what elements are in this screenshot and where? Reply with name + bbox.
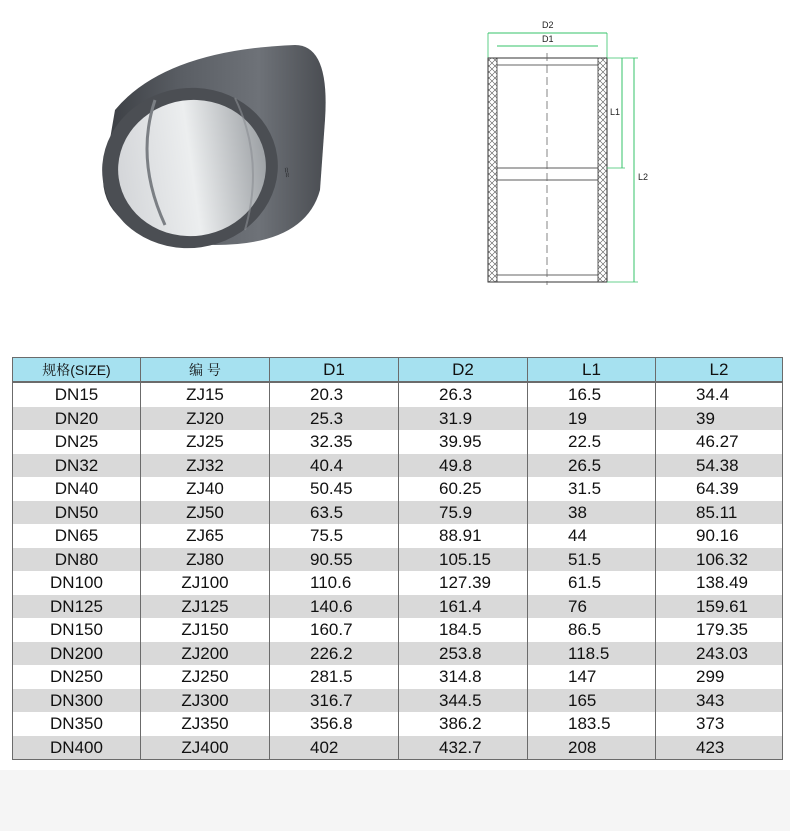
cell-size: DN125 <box>13 595 141 619</box>
cell-size: DN100 <box>13 571 141 595</box>
cell-l2: 85.11 <box>656 501 783 525</box>
cell-d2: 105.15 <box>399 548 528 572</box>
cell-d2: 344.5 <box>399 689 528 713</box>
cell-size: DN40 <box>13 477 141 501</box>
cell-l2: 423 <box>656 736 783 760</box>
table-row <box>13 548 783 572</box>
cell-d2: 253.8 <box>399 642 528 666</box>
cell-size: DN20 <box>13 407 141 431</box>
cell-size: DN50 <box>13 501 141 525</box>
header-size: 规格(SIZE) <box>13 358 141 383</box>
cell-d1: 50.45 <box>270 477 399 501</box>
label-d1: D1 <box>542 34 554 44</box>
cell-l1: 147 <box>528 665 656 689</box>
header-l1: L1 <box>528 358 656 383</box>
cell-d2: 184.5 <box>399 618 528 642</box>
table-row <box>13 618 783 642</box>
cell-d1: 356.8 <box>270 712 399 736</box>
cell-d1: 32.35 <box>270 430 399 454</box>
label-l1: L1 <box>610 107 621 117</box>
cell-d2: 386.2 <box>399 712 528 736</box>
header-code: 编 号 <box>141 358 270 383</box>
cell-code: ZJ80 <box>141 548 270 572</box>
cell-d1: 316.7 <box>270 689 399 713</box>
cell-code: ZJ150 <box>141 618 270 642</box>
cell-l2: 159.61 <box>656 595 783 619</box>
cell-l1: 86.5 <box>528 618 656 642</box>
cell-size: DN300 <box>13 689 141 713</box>
cell-l2: 64.39 <box>656 477 783 501</box>
cell-d1: 281.5 <box>270 665 399 689</box>
cell-code: ZJ400 <box>141 736 270 760</box>
cell-code: ZJ200 <box>141 642 270 666</box>
cell-l2: 243.03 <box>656 642 783 666</box>
cell-d2: 31.9 <box>399 407 528 431</box>
table-row <box>13 407 783 431</box>
cell-l1: 16.5 <box>528 382 656 407</box>
cell-code: ZJ100 <box>141 571 270 595</box>
table-row <box>13 501 783 525</box>
cell-l1: 51.5 <box>528 548 656 572</box>
cell-size: DN15 <box>13 382 141 407</box>
cell-l1: 118.5 <box>528 642 656 666</box>
table-row <box>13 736 783 760</box>
cell-code: ZJ32 <box>141 454 270 478</box>
cell-d2: 88.91 <box>399 524 528 548</box>
cell-l1: 19 <box>528 407 656 431</box>
cell-size: DN65 <box>13 524 141 548</box>
cell-l2: 54.38 <box>656 454 783 478</box>
cell-code: ZJ65 <box>141 524 270 548</box>
cell-l2: 46.27 <box>656 430 783 454</box>
cell-d1: 63.5 <box>270 501 399 525</box>
cell-size: DN80 <box>13 548 141 572</box>
cell-d1: 25.3 <box>270 407 399 431</box>
cell-l2: 138.49 <box>656 571 783 595</box>
cell-l1: 76 <box>528 595 656 619</box>
cell-l2: 343 <box>656 689 783 713</box>
cell-l1: 208 <box>528 736 656 760</box>
table-row <box>13 642 783 666</box>
cell-code: ZJ20 <box>141 407 270 431</box>
cell-l1: 38 <box>528 501 656 525</box>
cell-code: ZJ125 <box>141 595 270 619</box>
cell-code: ZJ25 <box>141 430 270 454</box>
cell-d1: 160.7 <box>270 618 399 642</box>
cell-code: ZJ15 <box>141 382 270 407</box>
cell-size: DN250 <box>13 665 141 689</box>
cell-d2: 75.9 <box>399 501 528 525</box>
cell-d1: 402 <box>270 736 399 760</box>
header-d1: D1 <box>270 358 399 383</box>
table-row <box>13 430 783 454</box>
cell-l1: 183.5 <box>528 712 656 736</box>
cell-l1: 44 <box>528 524 656 548</box>
cell-d1: 20.3 <box>270 382 399 407</box>
cell-size: DN350 <box>13 712 141 736</box>
cell-d1: 40.4 <box>270 454 399 478</box>
cell-l1: 26.5 <box>528 454 656 478</box>
cell-l1: 165 <box>528 689 656 713</box>
cell-l1: 22.5 <box>528 430 656 454</box>
cell-d1: 226.2 <box>270 642 399 666</box>
table-row <box>13 382 783 407</box>
cell-code: ZJ250 <box>141 665 270 689</box>
cell-code: ZJ50 <box>141 501 270 525</box>
cell-l2: 373 <box>656 712 783 736</box>
cell-l1: 31.5 <box>528 477 656 501</box>
cell-d2: 26.3 <box>399 382 528 407</box>
cell-code: ZJ40 <box>141 477 270 501</box>
cell-d2: 314.8 <box>399 665 528 689</box>
cell-d2: 432.7 <box>399 736 528 760</box>
table-header-row <box>13 358 783 383</box>
cell-l1: 61.5 <box>528 571 656 595</box>
header-l2: L2 <box>656 358 783 383</box>
label-l2: L2 <box>638 172 649 182</box>
dimension-drawing <box>480 15 660 290</box>
header-d2: D2 <box>399 358 528 383</box>
cell-size: DN32 <box>13 454 141 478</box>
cell-size: DN25 <box>13 430 141 454</box>
table-row <box>13 712 783 736</box>
cell-d1: 110.6 <box>270 571 399 595</box>
cell-l2: 106.32 <box>656 548 783 572</box>
cell-l2: 39 <box>656 407 783 431</box>
table-row <box>13 595 783 619</box>
table-row <box>13 689 783 713</box>
table-row <box>13 477 783 501</box>
bottom-band <box>0 770 790 831</box>
cell-size: DN400 <box>13 736 141 760</box>
cell-d2: 127.39 <box>399 571 528 595</box>
table-row <box>13 524 783 548</box>
cell-size: DN150 <box>13 618 141 642</box>
cell-size: DN200 <box>13 642 141 666</box>
cell-l2: 90.16 <box>656 524 783 548</box>
spec-table <box>12 357 783 760</box>
coupling-photo <box>95 40 335 250</box>
table-row <box>13 454 783 478</box>
cell-l2: 179.35 <box>656 618 783 642</box>
cell-code: ZJ300 <box>141 689 270 713</box>
cell-l2: 34.4 <box>656 382 783 407</box>
cell-d1: 140.6 <box>270 595 399 619</box>
table-row <box>13 665 783 689</box>
cell-d2: 49.8 <box>399 454 528 478</box>
cell-d1: 75.5 <box>270 524 399 548</box>
label-d2: D2 <box>542 20 554 30</box>
cell-code: ZJ350 <box>141 712 270 736</box>
cell-d2: 161.4 <box>399 595 528 619</box>
cell-l2: 299 <box>656 665 783 689</box>
cell-d2: 60.25 <box>399 477 528 501</box>
svg-text:≈≈: ≈≈ <box>281 166 293 179</box>
cell-d2: 39.95 <box>399 430 528 454</box>
cell-d1: 90.55 <box>270 548 399 572</box>
table-row <box>13 571 783 595</box>
